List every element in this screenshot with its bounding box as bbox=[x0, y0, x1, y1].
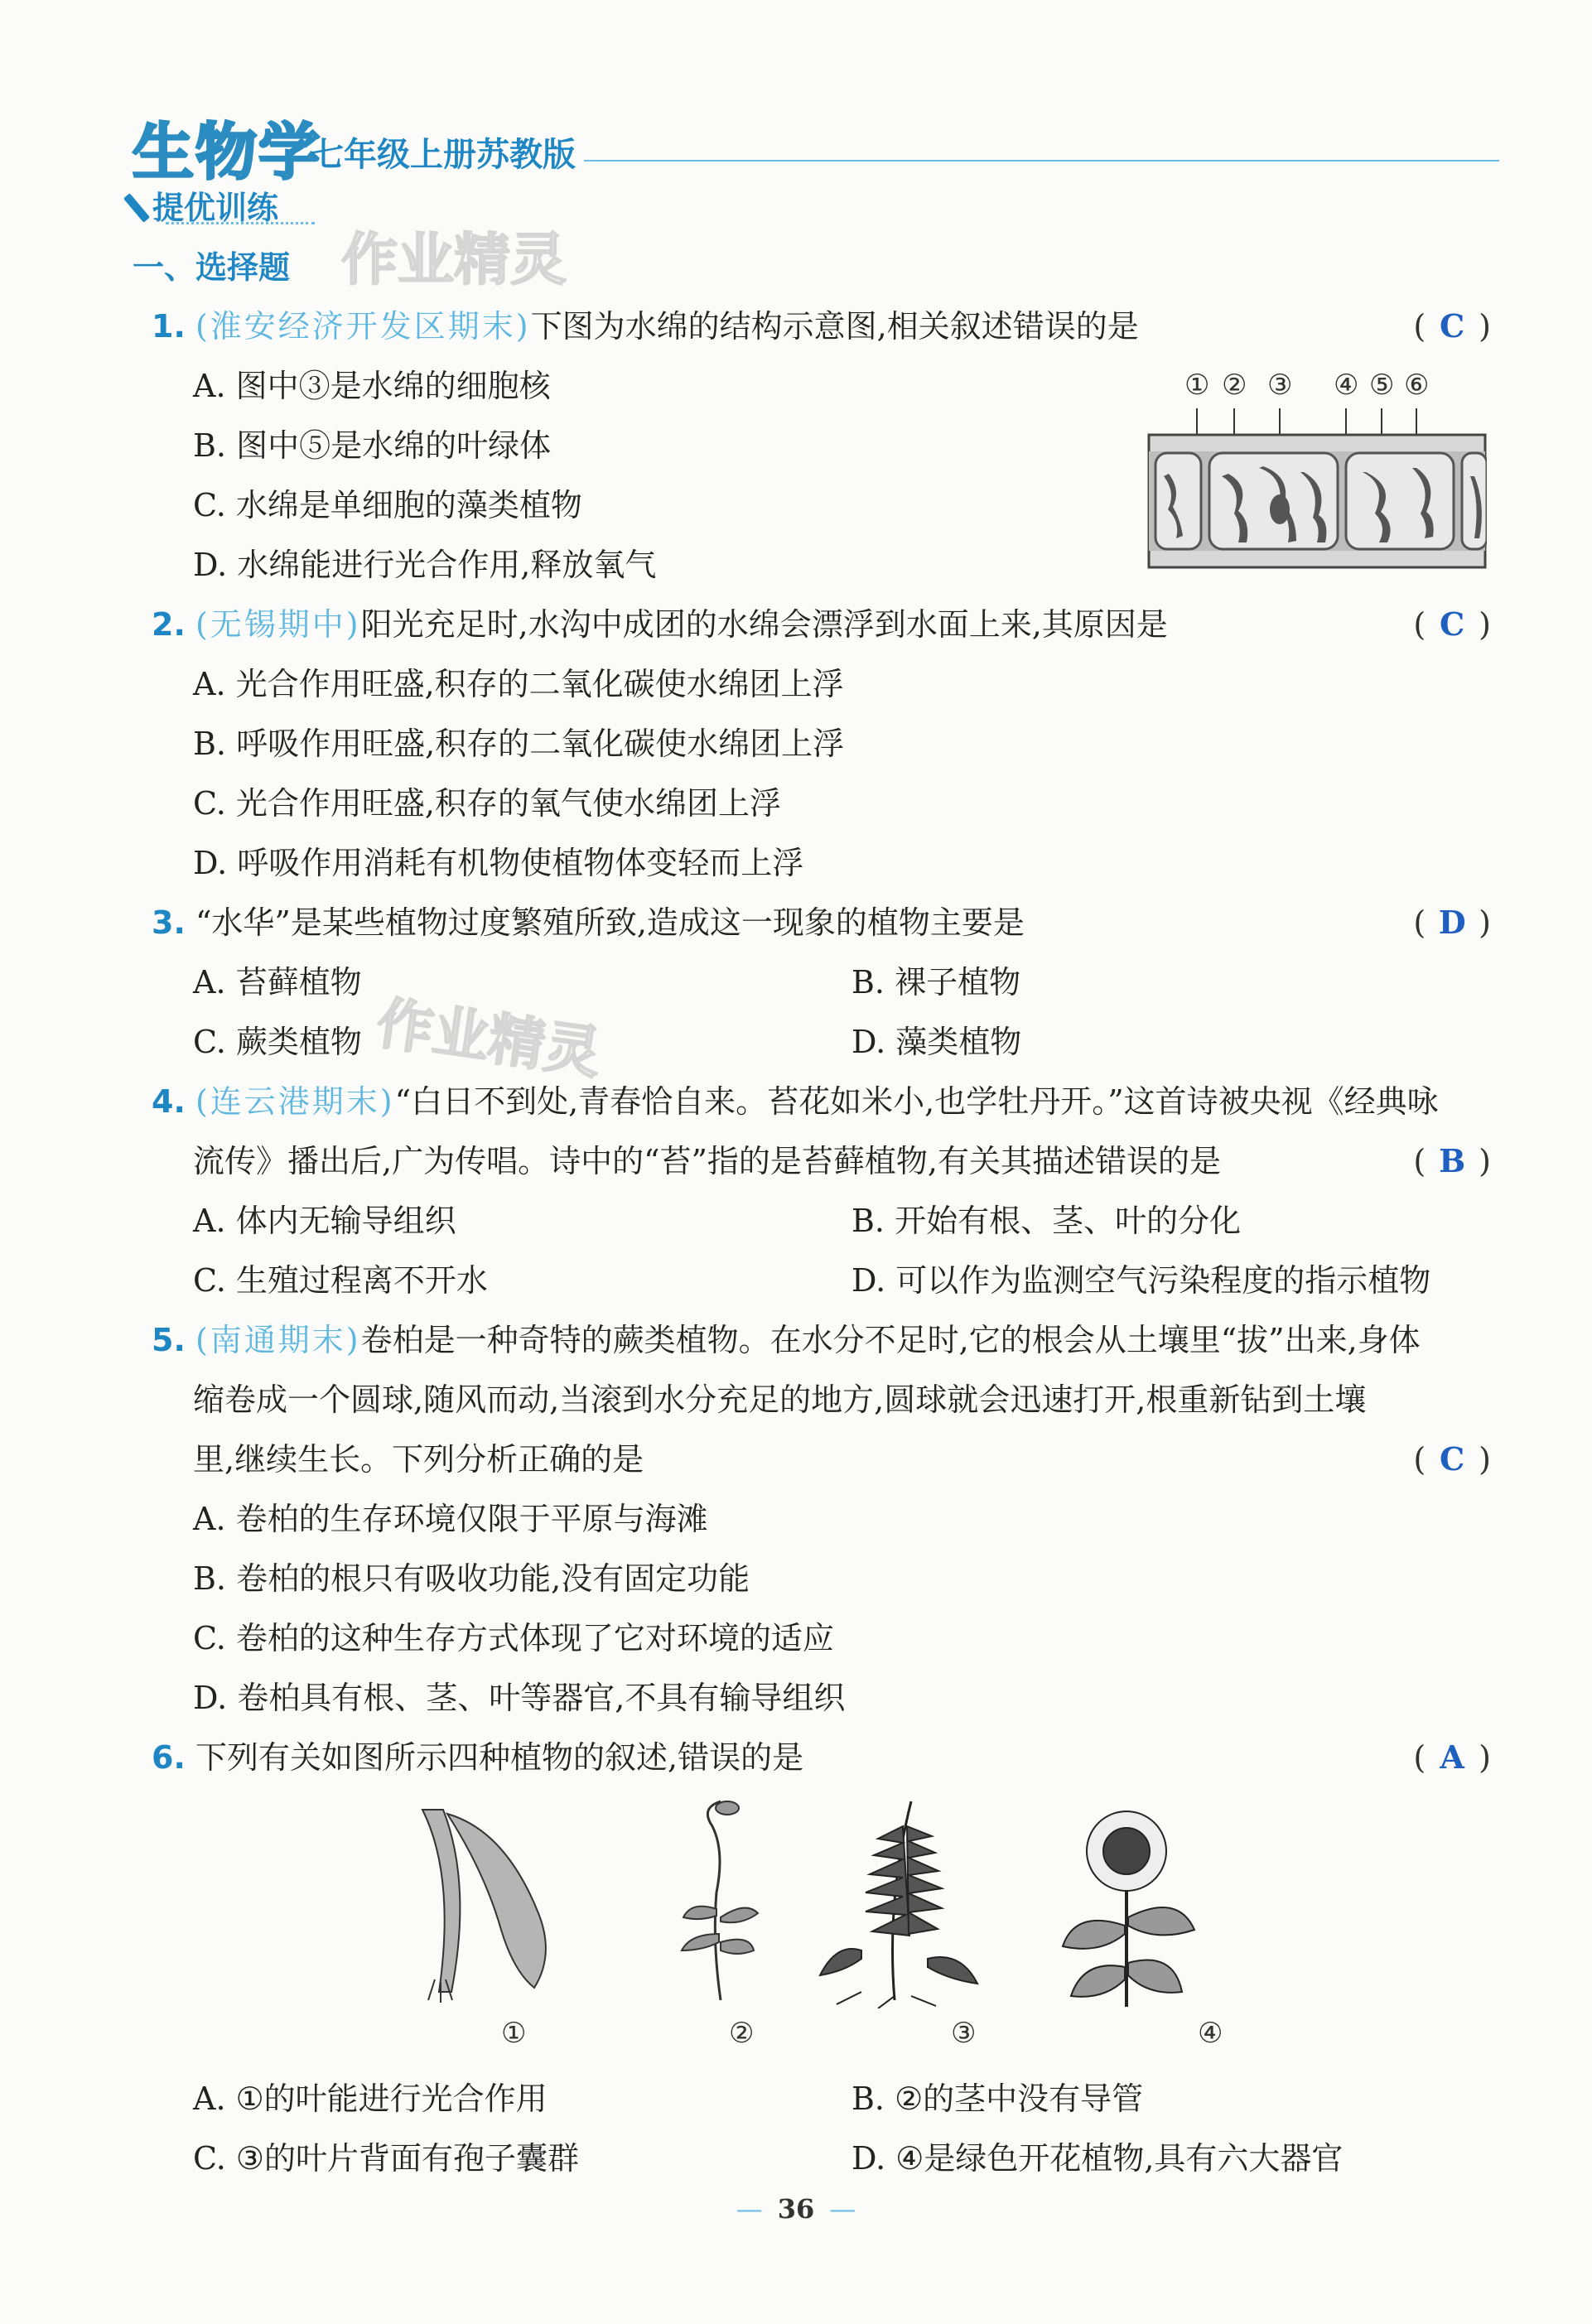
question-number: 3. bbox=[152, 904, 186, 941]
spirogyra-figure bbox=[1147, 369, 1487, 576]
question-5-stem-cont: 里,继续生长。下列分析正确的是 bbox=[193, 1441, 644, 1478]
page-number bbox=[0, 2193, 1592, 2225]
option-c: C. 生殖过程离不开水 bbox=[193, 1262, 488, 1299]
option-c: C. ③的叶片背面有孢子囊群 bbox=[193, 2140, 579, 2177]
option-b: B. ②的茎中没有导管 bbox=[851, 2081, 1144, 2117]
figure-label: ⑥ bbox=[1404, 369, 1430, 402]
figure-label: ① bbox=[1184, 369, 1210, 402]
option-b: B. 裸子植物 bbox=[851, 964, 1021, 1000]
question-3-stem bbox=[152, 903, 1025, 943]
figure-label: ① bbox=[501, 2017, 527, 2050]
question-number: 6. bbox=[152, 1739, 186, 1776]
four-plants-drawing bbox=[398, 1793, 1325, 2008]
option-d: D. 卷柏具有根、茎、叶等器官,不具有输导组织 bbox=[193, 1680, 846, 1716]
sunflower-drawing bbox=[1063, 1811, 1194, 2007]
question-4-answer: ( B ) bbox=[1413, 1142, 1491, 1179]
question-text: 下图为水绵的结构示意图,相关叙述错误的是 bbox=[530, 308, 1139, 345]
moss-drawing bbox=[682, 1801, 758, 2000]
question-5-stem bbox=[152, 1320, 1421, 1360]
question-6-stem bbox=[152, 1738, 803, 1777]
page-number-value: 36 bbox=[777, 2193, 815, 2225]
option-d: D. 可以作为监测空气污染程度的指示植物 bbox=[851, 1262, 1431, 1299]
question-source: (无锡期中) bbox=[195, 606, 361, 643]
option-b: B. 开始有根、茎、叶的分化 bbox=[851, 1203, 1242, 1239]
header-rule bbox=[584, 160, 1499, 162]
question-text: 下列有关如图所示四种植物的叙述,错误的是 bbox=[195, 1739, 804, 1776]
question-4-stem-cont: 流传》播出后,广为传唱。诗中的“苔”指的是苔藓植物,有关其描述错误的是 bbox=[193, 1143, 1222, 1179]
page-number-dash: — bbox=[736, 2193, 763, 2225]
answer-letter: C bbox=[1440, 1440, 1465, 1478]
option-c: C. 蕨类植物 bbox=[193, 1024, 362, 1060]
figure-label: ③ bbox=[951, 2017, 977, 2050]
question-6-answer: ( A ) bbox=[1413, 1738, 1491, 1776]
question-number: 5. bbox=[152, 1322, 186, 1358]
option-b: B. 卷柏的根只有吸收功能,没有固定功能 bbox=[193, 1560, 750, 1597]
option-d: D. 水绵能进行光合作用,释放氧气 bbox=[193, 547, 657, 583]
option-b: B. 图中⑤是水绵的叶绿体 bbox=[193, 427, 552, 464]
option-a: A. ①的叶能进行光合作用 bbox=[193, 2081, 548, 2117]
question-number: 4. bbox=[152, 1083, 186, 1120]
figure-label: ④ bbox=[1334, 369, 1359, 402]
watermark: 作业精灵 bbox=[372, 991, 605, 1087]
question-2-answer: ( C ) bbox=[1413, 605, 1491, 643]
answer-letter: A bbox=[1440, 1738, 1464, 1776]
figure-label: ② bbox=[729, 2017, 755, 2050]
figure-label: ⑤ bbox=[1369, 369, 1395, 402]
question-3-answer: ( D ) bbox=[1413, 904, 1491, 941]
kelp-drawing bbox=[422, 1810, 546, 2003]
four-plants-figure bbox=[398, 1793, 1325, 2066]
question-2-stem bbox=[152, 605, 1168, 644]
question-5-answer: ( C ) bbox=[1413, 1440, 1491, 1478]
page-header bbox=[133, 104, 1499, 188]
question-text: 阳光充足时,水沟中成团的水绵会漂浮到水面上来,其原因是 bbox=[360, 606, 1168, 643]
option-a: A. 光合作用旺盛,积存的二氧化碳使水绵团上浮 bbox=[193, 666, 844, 702]
section-tag bbox=[133, 182, 278, 228]
option-a: A. 体内无输导组织 bbox=[193, 1203, 456, 1239]
option-b: B. 呼吸作用旺盛,积存的二氧化碳使水绵团上浮 bbox=[193, 726, 845, 762]
option-c: C. 水绵是单细胞的藻类植物 bbox=[193, 487, 582, 523]
option-c: C. 卷柏的这种生存方式体现了它对环境的适应 bbox=[193, 1620, 834, 1656]
brand-title: 生物学 bbox=[133, 117, 321, 188]
question-source: (南通期末) bbox=[195, 1322, 361, 1358]
pencil-icon bbox=[123, 193, 150, 223]
section-tag-underline bbox=[166, 222, 315, 224]
option-d: D. 藻类植物 bbox=[851, 1024, 1022, 1060]
fern-drawing bbox=[820, 1801, 977, 2008]
option-d: D. 呼吸作用消耗有机物使植物体变轻而上浮 bbox=[193, 845, 804, 881]
watermark: 作业精灵 bbox=[341, 228, 567, 293]
question-5-stem-cont: 缩卷成一个圆球,随风而动,当滚到水分充足的地方,圆球就会迅速打开,根重新钻到土壤 bbox=[193, 1381, 1367, 1418]
option-c: C. 光合作用旺盛,积存的氧气使水绵团上浮 bbox=[193, 785, 781, 822]
section-title: 一、选择题 bbox=[133, 249, 291, 286]
question-1-stem bbox=[152, 306, 1139, 346]
answer-letter: D bbox=[1438, 904, 1466, 941]
option-a: A. 图中③是水绵的细胞核 bbox=[193, 368, 551, 404]
question-text: “水华”是某些植物过度繁殖所致,造成这一现象的植物主要是 bbox=[195, 904, 1025, 941]
question-text: “白日不到处,青春恰自来。苔花如米小,也学牡丹开。”这首诗被央视《经典咏 bbox=[394, 1083, 1439, 1120]
question-source: (连云港期末) bbox=[195, 1083, 395, 1120]
question-source: (淮安经济开发区期末) bbox=[195, 308, 531, 345]
question-4-stem bbox=[152, 1082, 1439, 1121]
option-a: A. 苔藓植物 bbox=[193, 964, 362, 1000]
section-tag-label: 提优训练 bbox=[152, 190, 279, 226]
answer-letter: B bbox=[1439, 1142, 1466, 1179]
figure-label: ② bbox=[1222, 369, 1247, 402]
figure-label: ③ bbox=[1267, 369, 1293, 402]
question-number: 1. bbox=[152, 308, 186, 345]
spirogyra-cells-drawing bbox=[1147, 369, 1487, 576]
question-1-answer: ( C ) bbox=[1413, 307, 1491, 345]
question-number: 2. bbox=[152, 606, 186, 643]
option-d: D. ④是绿色开花植物,具有六大器官 bbox=[851, 2140, 1344, 2177]
page-number-dash: — bbox=[829, 2193, 856, 2225]
question-text: 卷柏是一种奇特的蕨类植物。在水分不足时,它的根会从土壤里“拔”出来,身体 bbox=[360, 1322, 1421, 1358]
figure-label: ④ bbox=[1198, 2017, 1223, 2050]
option-a: A. 卷柏的生存环境仅限于平原与海滩 bbox=[193, 1501, 708, 1537]
answer-letter: C bbox=[1440, 307, 1465, 345]
answer-letter: C bbox=[1440, 605, 1465, 643]
book-subtitle: 七年级上册苏教版 bbox=[311, 136, 576, 174]
